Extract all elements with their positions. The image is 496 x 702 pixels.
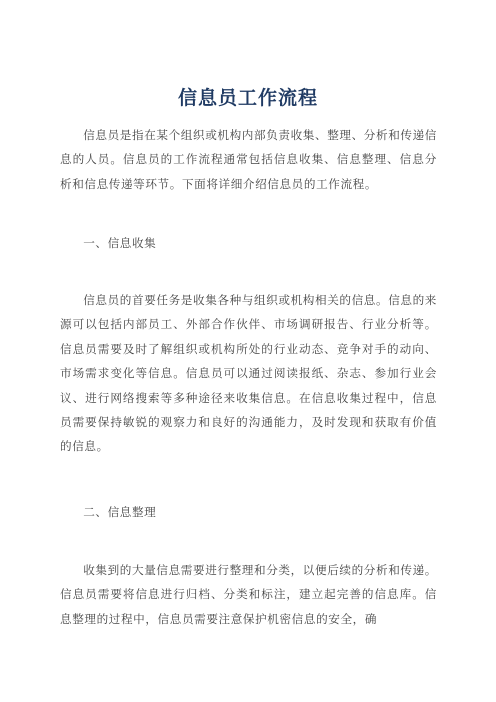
document-title: 信息员工作流程 <box>177 87 318 109</box>
section-body-organization: 收集到的大量信息需要进行整理和分类，以便后续的分析和传递。信息员需要将信息进行归档、分类和标注，建立起完善的信息库。信息整理的过程中，信息员需要注意保护机密信息的安全，确 <box>60 563 437 626</box>
section-body-collection: 信息员的首要任务是收集各种与组织或机构相关的信息。信息的来源可以包括内部员工、外部合作伙伴、市场调研报告、行业分析等。信息员需要及时了解组织或机构所处的行业动态、竞争对手的动向、市场需求变化等信息。信息员可以通过阅读报纸、杂志、参加行业会议、进行网络搜索等多种途径来收集信息。在信息收集过程中，信息员需要保持敏锐的观察力和良好的沟通能力，及时发现和获取有价值的信息。 <box>60 293 437 454</box>
intro-paragraph: 信息员是指在某个组织或机构内部负责收集、整理、分析和传递信息的人员。信息员的工作流程通常包括信息收集、信息整理、信息分析和信息传递等环节。下面将详细介绍信息员的工作流程。 <box>60 128 437 191</box>
section-heading-organization: 二、信息整理 <box>83 505 157 519</box>
section-heading-collection: 一、信息收集 <box>83 236 157 250</box>
